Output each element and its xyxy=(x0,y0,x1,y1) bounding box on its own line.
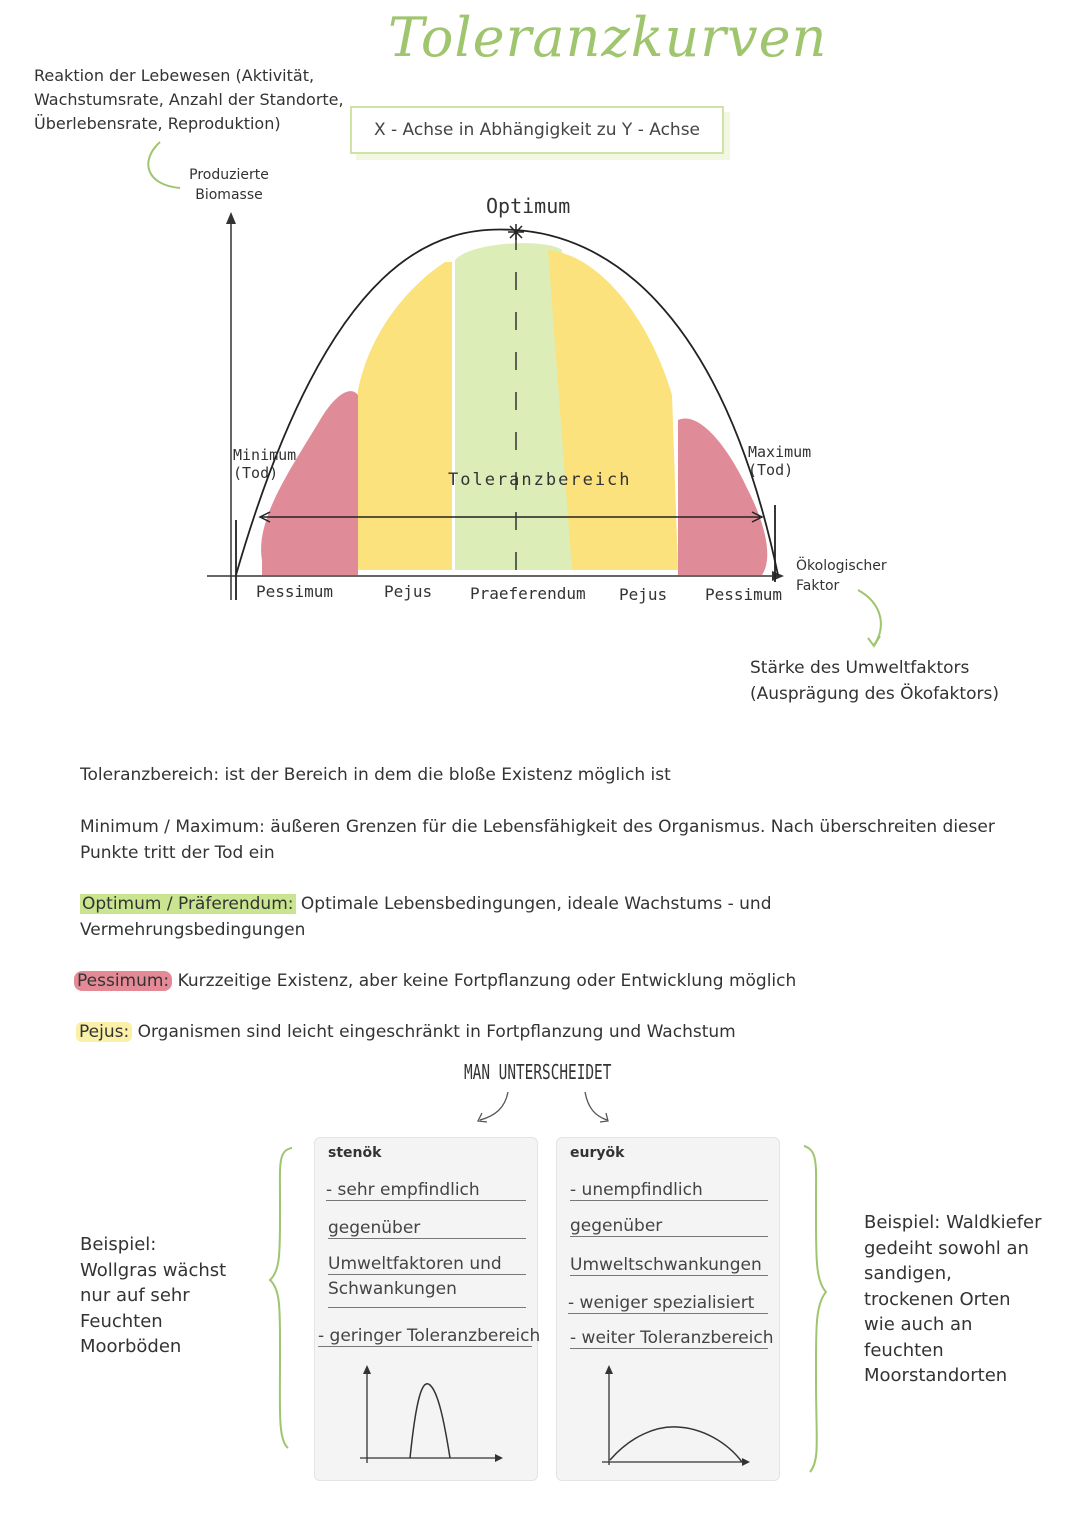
optimum-text: Optimale Lebensbedingungen, ideale Wachstums - und Vermehrungsbedingungen xyxy=(80,894,772,940)
euryoek-line-1: - unempfindlich xyxy=(570,1180,768,1201)
reaction-note: Reaktion der Lebewesen (Aktivität, Wachstumsrate, Anzahl der Standorte, Überlebensrate, Reproduktion) xyxy=(34,66,344,133)
pessimum-zone-left xyxy=(261,391,358,575)
euryoek-curve xyxy=(610,1427,742,1462)
left-brace-icon xyxy=(270,1148,292,1448)
pessimum-term: Pessimum: xyxy=(74,971,172,991)
optimum-star-icon xyxy=(508,224,524,240)
pejus-text: Organismen sind leicht eingeschränkt in Fortpflanzung und Wachstum xyxy=(132,1022,736,1042)
stenoek-heading: stenök xyxy=(328,1145,382,1161)
euryoek-line-2: gegenüber xyxy=(570,1216,768,1237)
zone-label-pejus-right: Pejus xyxy=(619,585,668,604)
optimum-label: Optimum xyxy=(486,194,571,218)
stenoek-line-2: gegenüber xyxy=(328,1218,526,1239)
example-euryoek: Beispiel: Waldkiefer gedeiht sowohl an sandigen, trockenen Orten wie auch an feuchten Moorstandorten xyxy=(864,1212,1042,1386)
y-axis-arrowhead xyxy=(226,212,236,224)
stenoek-curve xyxy=(410,1384,450,1458)
zone-label-pessimum-left: Pessimum xyxy=(256,582,334,601)
definition-optimum xyxy=(80,891,800,943)
pejus-zone-left xyxy=(358,262,452,570)
euryoek-wide-curve-chart xyxy=(592,1360,762,1470)
stenoek-line-3: Umweltfaktoren und xyxy=(328,1254,526,1275)
stenoek-line-4: Schwankungen xyxy=(328,1279,526,1308)
tolerance-range-label: Toleranzbereich xyxy=(448,470,632,490)
euryoek-line-4: - weniger spezialisiert xyxy=(568,1293,768,1314)
minimum-label: Minimum (Tod) xyxy=(233,446,297,482)
arrow-left-icon xyxy=(480,1092,508,1120)
axis-relation-text: X - Achse in Abhängigkeit zu Y - Achse xyxy=(373,120,701,140)
stenoek-line-5: - geringer Toleranzbereich xyxy=(318,1326,541,1346)
euryoek-line-3: Umweltschwankungen xyxy=(570,1255,768,1276)
example-stenoek: Beispiel: Wollgras wächst nur auf sehr Feuchten Moorböden xyxy=(80,1234,227,1357)
stenoek-line-1: - sehr empfindlich xyxy=(326,1180,526,1201)
euryoek-y-arrowhead xyxy=(605,1365,613,1374)
definition-pessimum xyxy=(74,968,1034,994)
maximum-label: Maximum (Tod) xyxy=(748,443,812,479)
distinguish-heading: MAN UNTERSCHEIDET xyxy=(464,1060,612,1084)
stenoek-x-arrowhead xyxy=(495,1454,503,1462)
stenoek-y-arrowhead xyxy=(363,1365,371,1374)
factor-curly-arrowhead xyxy=(868,636,880,646)
page-title: Toleranzkurven xyxy=(388,6,828,69)
tolerance-curve-diagram xyxy=(0,0,1080,740)
zone-label-pejus-left: Pejus xyxy=(384,582,433,601)
pessimum-text: Kurzzeitige Existenz, aber keine Fortpflanzung oder Entwicklung möglich xyxy=(172,971,797,991)
factor-strength-note: Stärke des Umweltfaktors (Ausprägung des Ökofaktors) xyxy=(750,658,999,704)
definition-pejus xyxy=(76,1019,1036,1045)
pessimum-zone-right xyxy=(678,418,767,575)
euryoek-heading: euryök xyxy=(570,1145,625,1161)
y-axis-label: Produzierte Biomasse xyxy=(189,167,269,203)
stenoek-narrow-curve-chart xyxy=(350,1360,510,1470)
x-axis-label: Ökologischer Faktor xyxy=(796,558,887,594)
optimum-term: Optimum / Präferendum: xyxy=(82,894,294,914)
definition-minimum-maximum: Minimum / Maximum: äußeren Grenzen für die Lebensfähigkeit des Organismus. Nach überschreiten dieser Punkte tritt der Tod ein xyxy=(80,817,995,863)
euryoek-x-arrowhead xyxy=(742,1458,750,1466)
euryoek-line-5: - weiter Toleranzbereich xyxy=(570,1328,774,1348)
right-brace-icon xyxy=(804,1146,826,1472)
arrow-right-icon xyxy=(585,1092,607,1120)
note-curly-arrow xyxy=(148,142,180,188)
zone-label-praeferendum: Praeferendum xyxy=(470,584,586,603)
definition-toleranzbereich: Toleranzbereich: ist der Bereich in dem die bloße Existenz möglich ist xyxy=(80,765,671,785)
factor-curly-arrow xyxy=(858,590,881,645)
pejus-term: Pejus: xyxy=(76,1022,132,1042)
zone-label-pessimum-right: Pessimum xyxy=(705,585,783,604)
